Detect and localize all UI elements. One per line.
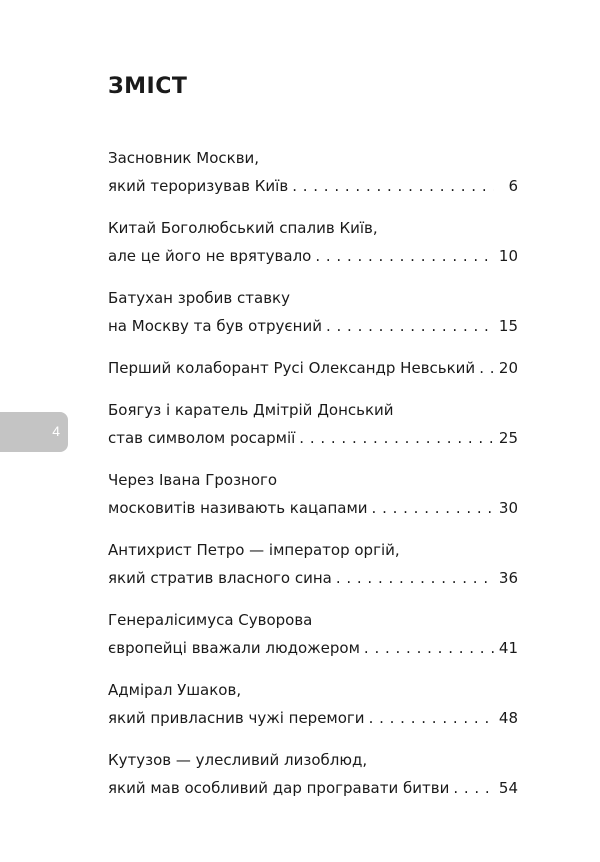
toc-entry-title-line2: який привласнив чужі перемоги xyxy=(108,709,365,727)
toc-heading: ЗМІСТ xyxy=(108,74,188,99)
toc-entry[interactable] xyxy=(108,144,518,200)
toc-entry-title-line2: європейці вважали людожером xyxy=(108,639,360,657)
toc-entry-page-number: 54 xyxy=(498,779,518,797)
toc-entry-title-line2: на Москву та був отруєний xyxy=(108,317,322,335)
toc-entry-title-line1: Батухан зробив ставку xyxy=(108,289,290,307)
dot-leader xyxy=(479,354,494,382)
dot-leader xyxy=(336,564,494,592)
table-of-contents xyxy=(108,144,518,816)
toc-entry[interactable] xyxy=(108,676,518,732)
toc-entry[interactable] xyxy=(108,606,518,662)
dot-leader xyxy=(299,424,494,452)
dot-leader xyxy=(292,172,494,200)
toc-entry-title-line1: Засновник Москви, xyxy=(108,149,260,167)
toc-entry[interactable] xyxy=(108,536,518,592)
dot-leader xyxy=(315,242,494,270)
toc-entry-title-line2: але це його не врятувало xyxy=(108,247,312,265)
toc-entry-page-number: 20 xyxy=(498,359,518,377)
toc-entry-title-line2: став символом росармії xyxy=(108,429,296,447)
toc-entry-title-line1: Кутузов — улесливий лизоблюд, xyxy=(108,751,368,769)
toc-entry-title-line1: Боягуз і каратель Дмітрій Донський xyxy=(108,401,394,419)
toc-entry-title-line1: Китай Боголюбський спалив Київ, xyxy=(108,219,378,237)
dot-leader xyxy=(453,774,494,802)
dot-leader xyxy=(364,634,494,662)
toc-entry[interactable] xyxy=(108,354,518,382)
toc-entry-title-line1: Генералісимуса Суворова xyxy=(108,611,313,629)
toc-entry[interactable] xyxy=(108,466,518,522)
toc-entry[interactable] xyxy=(108,214,518,270)
toc-entry-title-line2: який мав особливий дар програвати битви xyxy=(108,779,450,797)
toc-entry[interactable] xyxy=(108,396,518,452)
toc-entry-page-number: 10 xyxy=(498,247,518,265)
toc-entry-page-number: 6 xyxy=(508,177,518,195)
toc-entry[interactable] xyxy=(108,746,518,802)
toc-entry-title-line2: московитів називають кацапами xyxy=(108,499,368,517)
dot-leader xyxy=(372,494,494,522)
page-number: 4 xyxy=(52,423,60,439)
toc-entry-title-line1: Адмірал Ушаков, xyxy=(108,681,242,699)
toc-entry-title-line2: який тероризував Київ xyxy=(108,177,289,195)
toc-entry-title-line1: Антихрист Петро — імператор оргій, xyxy=(108,541,400,559)
toc-entry[interactable] xyxy=(108,284,518,340)
toc-entry-page-number: 25 xyxy=(498,429,518,447)
toc-entry-title-line2: Перший колаборант Русі Олександр Невський xyxy=(108,359,476,377)
toc-entry-page-number: 48 xyxy=(498,709,518,727)
dot-leader xyxy=(326,312,494,340)
toc-entry-page-number: 36 xyxy=(498,569,518,587)
toc-entry-title-line2: який стратив власного сина xyxy=(108,569,332,587)
toc-entry-page-number: 30 xyxy=(498,499,518,517)
toc-entry-page-number: 41 xyxy=(498,639,518,657)
page-number-tab xyxy=(0,412,68,452)
toc-entry-title-line1: Через Івана Грозного xyxy=(108,471,278,489)
dot-leader xyxy=(369,704,494,732)
toc-entry-page-number: 15 xyxy=(498,317,518,335)
